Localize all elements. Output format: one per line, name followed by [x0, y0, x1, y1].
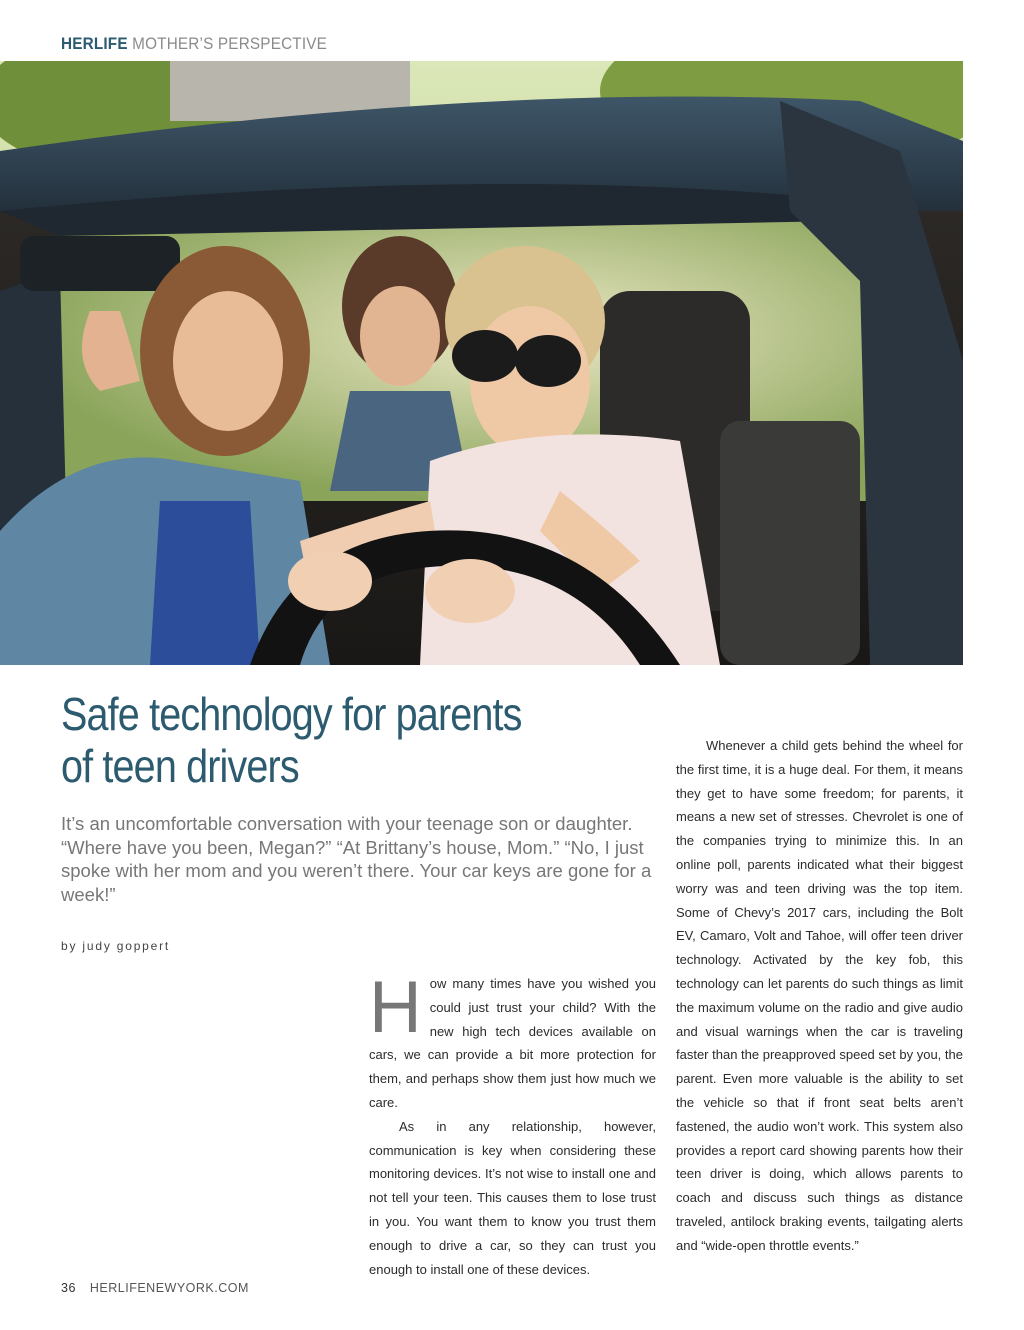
magazine-brand: HERLIFE — [61, 34, 128, 53]
body-paragraph-2: As in any relationship, however, communication is key when considering these monitoring devices. It’s not wise to install one and not tell your teen. This causes them to lose trust in you. You want them to know you trust them enough to drive a car, so they can trust you enough to install one of these devices. — [369, 1118, 656, 1277]
body-paragraph-3: Whenever a child gets behind the wheel for the first time, it is a huge deal. For them, it means they get to have some freedom; for parents, it means a new set of stresses. Chevrolet is one of the companies trying to minimize this. In an online poll, parents indicated what their biggest worry was and teen driving was the top item. Some of Chevy’s 2017 cars, including the Bolt EV, Camaro, Volt and Tahoe, will offer teen driver technology. Activated by the key fob, this technology can let parents do such things as limit the maximum volume on the radio and give audio and visual warnings when the car is traveling faster than the preapproved speed set by you, the parent. Even more valuable is the ability to set the vehicle so that if front seat belts aren’t fastened, the audio won’t work. This system also provides a report card showing parents how their teen driver is doing, which allows parents to coach and discuss such things as distance traveled, antilock braking events, tailgating alerts and “wide-open throttle events.” — [676, 738, 963, 1253]
body-paragraph-1-text: ow many times have you wished you could just trust your child? With the new high tech devices available on cars, we can provide a bit more protection for them, and perhaps show them just how much we care. — [369, 976, 656, 1110]
byline: by judy goppert — [61, 939, 171, 953]
body-paragraph-1 — [369, 967, 656, 1115]
drop-cap: H — [369, 967, 422, 1048]
page-number: 36 — [61, 1281, 76, 1295]
article-title-line-2: of teen drivers — [61, 740, 299, 792]
page-footer — [61, 1281, 249, 1295]
running-head — [61, 34, 327, 54]
site-url: HERLIFENEWYORK.COM — [89, 1281, 249, 1295]
article-title — [61, 688, 611, 792]
body-column-right — [676, 734, 963, 1258]
hero-photo — [0, 61, 963, 665]
article-title-line-1: Safe technology for parents — [61, 688, 522, 740]
section-name: MOTHER’S PERSPECTIVE — [132, 34, 328, 53]
article-dek: It’s an uncomfortable conversation with your teenage son or daughter. “Where have you been, Megan?” “At Brittany’s house, Mom.” “No, I just spoke with her mom and you weren’t there. Your car keys are gone for a week!” — [61, 813, 652, 906]
body-column-middle — [369, 967, 656, 1281]
